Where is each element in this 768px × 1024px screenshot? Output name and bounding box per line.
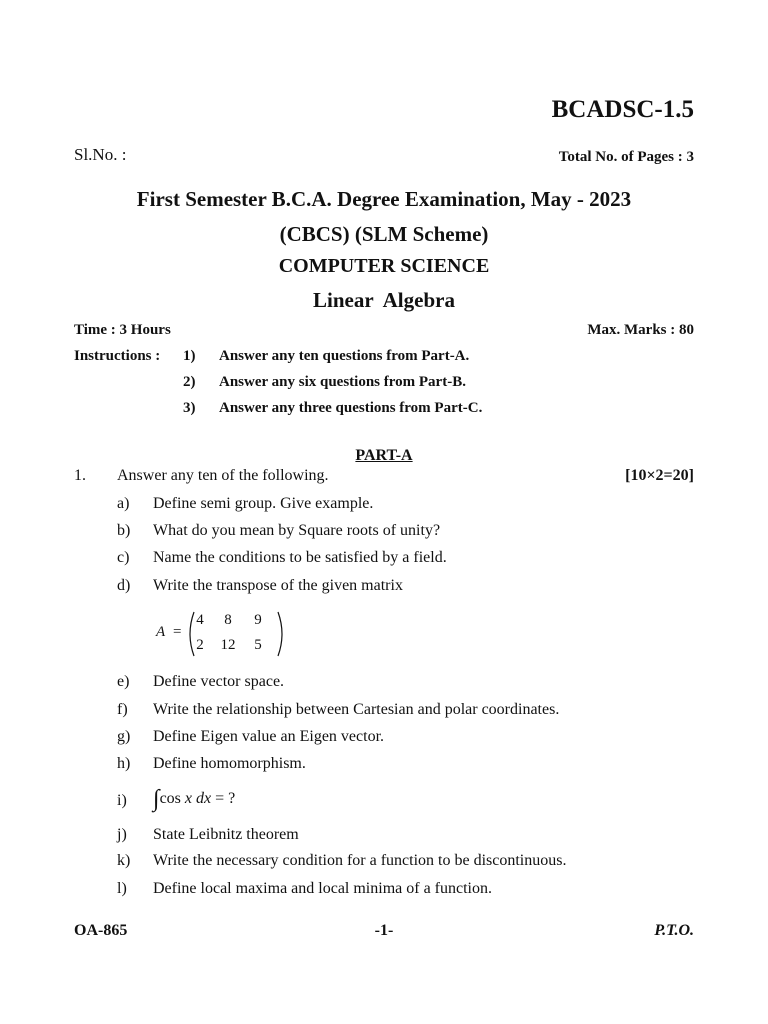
integral-variable: x — [184, 790, 193, 807]
integral-sign: ∫ — [153, 786, 160, 812]
subquestion-label: d) — [117, 577, 131, 594]
subquestion-label: b) — [117, 522, 131, 539]
matrix-equals: = — [173, 624, 182, 640]
subquestion-text: What do you mean by Square roots of unity? — [153, 522, 441, 539]
subquestion-text: Define local maxima and local minima of a function. — [153, 880, 492, 897]
subquestion-label: j) — [117, 826, 127, 843]
subquestion-text: Define Eigen value an Eigen vector. — [153, 728, 385, 745]
matrix-name: A — [156, 624, 166, 640]
question-number: 1. — [74, 467, 86, 484]
subquestion-label: g) — [117, 728, 131, 745]
matrix-expression — [156, 610, 286, 658]
subquestion-text: Define homomorphism. — [153, 755, 306, 772]
footer-page-number: -1- — [374, 922, 394, 939]
matrix-cell: 9 — [254, 612, 262, 628]
subquestion-text: Write the transpose of the given matrix — [153, 577, 403, 594]
question-text: Answer any ten of the following. — [117, 467, 329, 484]
instruction-text: Answer any three questions from Part-C. — [219, 400, 483, 416]
integral-function: cos — [159, 790, 181, 807]
instruction-number: 1) — [183, 348, 196, 364]
subquestion-label: l) — [117, 880, 127, 897]
instruction-number: 2) — [183, 374, 196, 390]
time-duration: Time : 3 Hours — [74, 322, 171, 338]
total-pages: Total No. of Pages : 3 — [558, 149, 694, 165]
subquestion-text: Define vector space. — [153, 673, 285, 690]
subquestion-label: a) — [117, 495, 130, 512]
integral-rhs: = ? — [215, 790, 236, 807]
subquestion-text: Name the conditions to be satisfied by a field. — [153, 549, 447, 566]
subquestion-label: e) — [117, 673, 130, 690]
integral-expression — [153, 786, 235, 813]
instruction-number: 3) — [183, 400, 196, 416]
matrix-cell: 8 — [224, 612, 232, 628]
subquestion-text: Define semi group. Give example. — [153, 495, 374, 512]
paper-title: Linear Algebra — [313, 288, 455, 312]
integral-differential: dx — [196, 790, 212, 807]
question-marks: [10×2=20] — [625, 467, 694, 484]
subquestion-text: State Leibnitz theorem — [153, 826, 299, 843]
instructions-label: Instructions : — [74, 348, 161, 364]
matrix-cell: 4 — [196, 612, 204, 628]
max-marks: Max. Marks : 80 — [587, 322, 694, 338]
matrix-cell: 2 — [196, 637, 204, 653]
scheme-title: (CBCS) (SLM Scheme) — [279, 222, 489, 246]
footer-pto: P.T.O. — [654, 922, 694, 939]
subquestion-label: f) — [117, 701, 128, 718]
instruction-text: Answer any six questions from Part-B. — [219, 374, 466, 390]
subquestion-label: k) — [117, 852, 131, 869]
exam-title: First Semester B.C.A. Degree Examination, May - 2023 — [136, 187, 632, 211]
subquestion-text: Write the necessary condition for a function to be discontinuous. — [153, 852, 567, 869]
subquestion-label: h) — [117, 755, 131, 772]
footer-code: OA-865 — [74, 922, 128, 939]
paper-code: BCADSC-1.5 — [551, 96, 694, 123]
part-a-heading: PART-A — [355, 447, 413, 464]
matrix-cell: 5 — [254, 637, 262, 653]
subject-title: COMPUTER SCIENCE — [278, 255, 490, 277]
subquestion-label: i) — [117, 792, 127, 809]
instruction-text: Answer any ten questions from Part-A. — [219, 348, 470, 364]
serial-number-label: Sl.No. : — [74, 145, 127, 164]
subquestion-text: Write the relationship between Cartesian and polar coordinates. — [153, 701, 560, 718]
matrix-cell: 12 — [220, 637, 236, 653]
subquestion-label: c) — [117, 549, 130, 566]
